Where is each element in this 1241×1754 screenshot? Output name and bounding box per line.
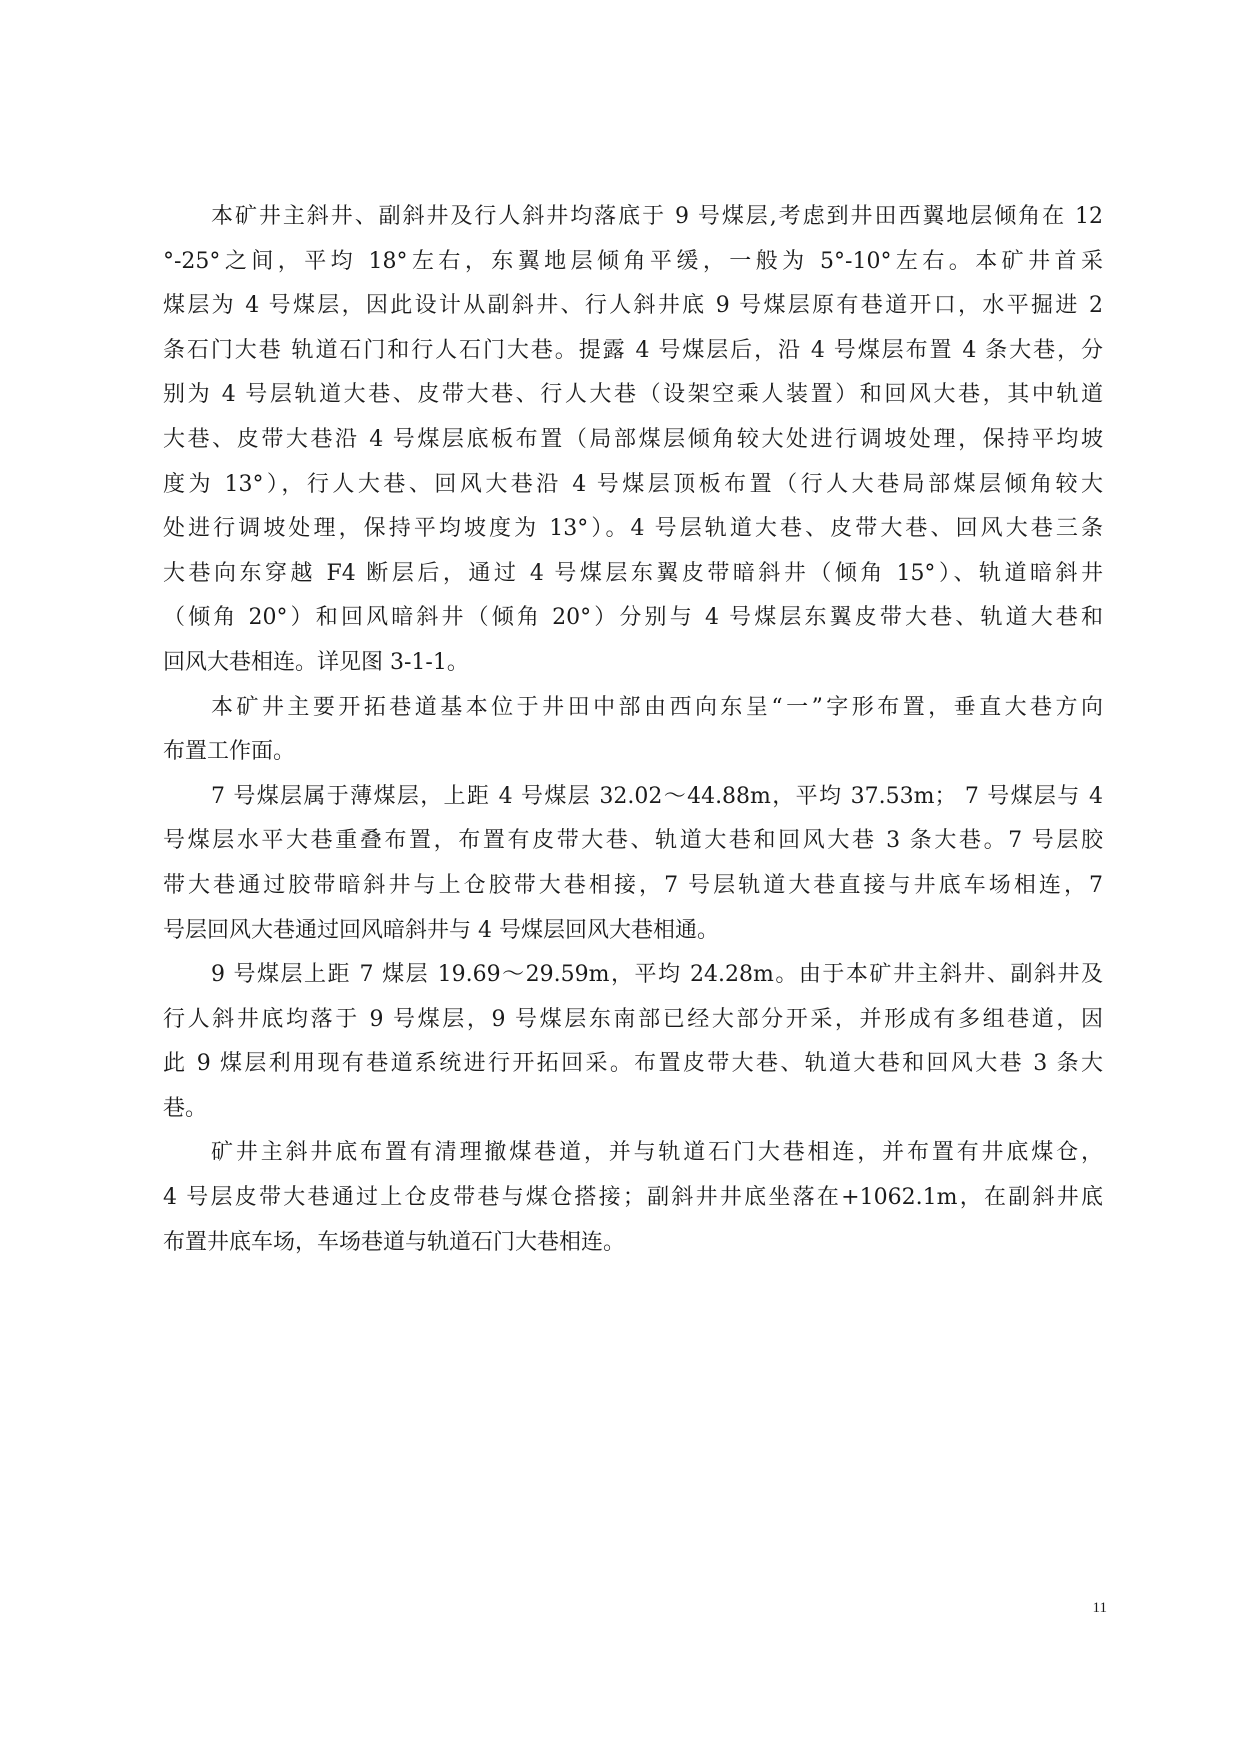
paragraph-2-line-2: 布置工作面。 (163, 739, 296, 765)
page-number: 11 (1092, 1600, 1107, 1616)
paragraph-1-line-7: 度为 13°），行人大巷、回风大巷沿 4 号煤层顶板布置（行人大巷局部煤层倾角较大 (163, 471, 1103, 497)
paragraph-3-line-3: 带大巷通过胶带暗斜井与上仓胶带大巷相接，7 号层轨道大巷直接与井底车场相连，7 (163, 872, 1103, 898)
paragraph-4-line-4: 巷。 (163, 1095, 208, 1121)
body-text (163, 195, 1103, 1265)
paragraph-3-line-4: 号层回风大巷通过回风暗斜井与 4 号煤层回风大巷相通。 (163, 917, 719, 943)
paragraph-1-line-5: 别为 4 号层轨道大巷、皮带大巷、行人大巷（设架空乘人装置）和回风大巷，其中轨道 (163, 382, 1103, 408)
paragraph-1-line-10: （倾角 20°）和回风暗斜井（倾角 20°）分别与 4 号煤层东翼皮带大巷、轨道大巷和 (163, 605, 1103, 631)
paragraph-1-line-8: 处进行调坡处理，保持平均坡度为 13°）。4 号层轨道大巷、皮带大巷、回风大巷三条 (163, 516, 1103, 542)
paragraph-1-line-9: 大巷向东穿越 F4 断层后，通过 4 号煤层东翼皮带暗斜井（倾角 15°）、轨道暗斜井 (163, 560, 1103, 586)
paragraph-4-line-3: 此 9 煤层利用现有巷道系统进行开拓回采。布置皮带大巷、轨道大巷和回风大巷 3 条大 (163, 1051, 1103, 1077)
paragraph-5-line-2: 4 号层皮带大巷通过上仓皮带巷与煤仓搭接；副斜井井底坐落在+1062.1m，在副斜井底 (163, 1185, 1103, 1211)
paragraph-5-line-3: 布置井底车场，车场巷道与轨道石门大巷相连。 (163, 1229, 626, 1255)
paragraph-3-line-1: 7 号煤层属于薄煤层，上距 4 号煤层 32.02～44.88m，平均 37.53m； 7 号煤层与 4 (211, 783, 1103, 809)
paragraph-2-line-1: 本矿井主要开拓巷道基本位于井田中部由西向东呈“一”字形布置，垂直大巷方向 (211, 694, 1103, 720)
paragraph-1-line-11: 回风大巷相连。详见图 3-1-1。 (163, 649, 469, 675)
paragraph-3-line-2: 号煤层水平大巷重叠布置，布置有皮带大巷、轨道大巷和回风大巷 3 条大巷。7 号层胶 (163, 828, 1103, 854)
paragraph-4-line-1: 9 号煤层上距 7 煤层 19.69～29.59m，平均 24.28m。由于本矿井主斜井、副斜井及 (211, 962, 1103, 988)
paragraph-5-line-1: 矿井主斜井底布置有清理撤煤巷道，并与轨道石门大巷相连，并布置有井底煤仓， (211, 1140, 1103, 1166)
paragraph-1-line-4: 条石门大巷 轨道石门和行人石门大巷。提露 4 号煤层后，沿 4 号煤层布置 4 条大巷，分 (163, 337, 1103, 363)
paragraph-1-line-1: 本矿井主斜井、副斜井及行人斜井均落底于 9 号煤层,考虑到井田西翼地层倾角在 12 (211, 204, 1103, 229)
paragraph-1-line-2: °-25°之间，平均 18°左右，东翼地层倾角平缓，一般为 5°-10°左右。本矿井首采 (163, 248, 1103, 274)
paragraph-1-line-6: 大巷、皮带大巷沿 4 号煤层底板布置（局部煤层倾角较大处进行调坡处理，保持平均坡 (163, 426, 1103, 452)
paragraph-1-line-3: 煤层为 4 号煤层，因此设计从副斜井、行人斜井底 9 号煤层原有巷道开口，水平掘进 2 (163, 293, 1103, 319)
paragraph-4-line-2: 行人斜井底均落于 9 号煤层，9 号煤层东南部已经大部分开采，并形成有多组巷道，因 (163, 1006, 1103, 1032)
